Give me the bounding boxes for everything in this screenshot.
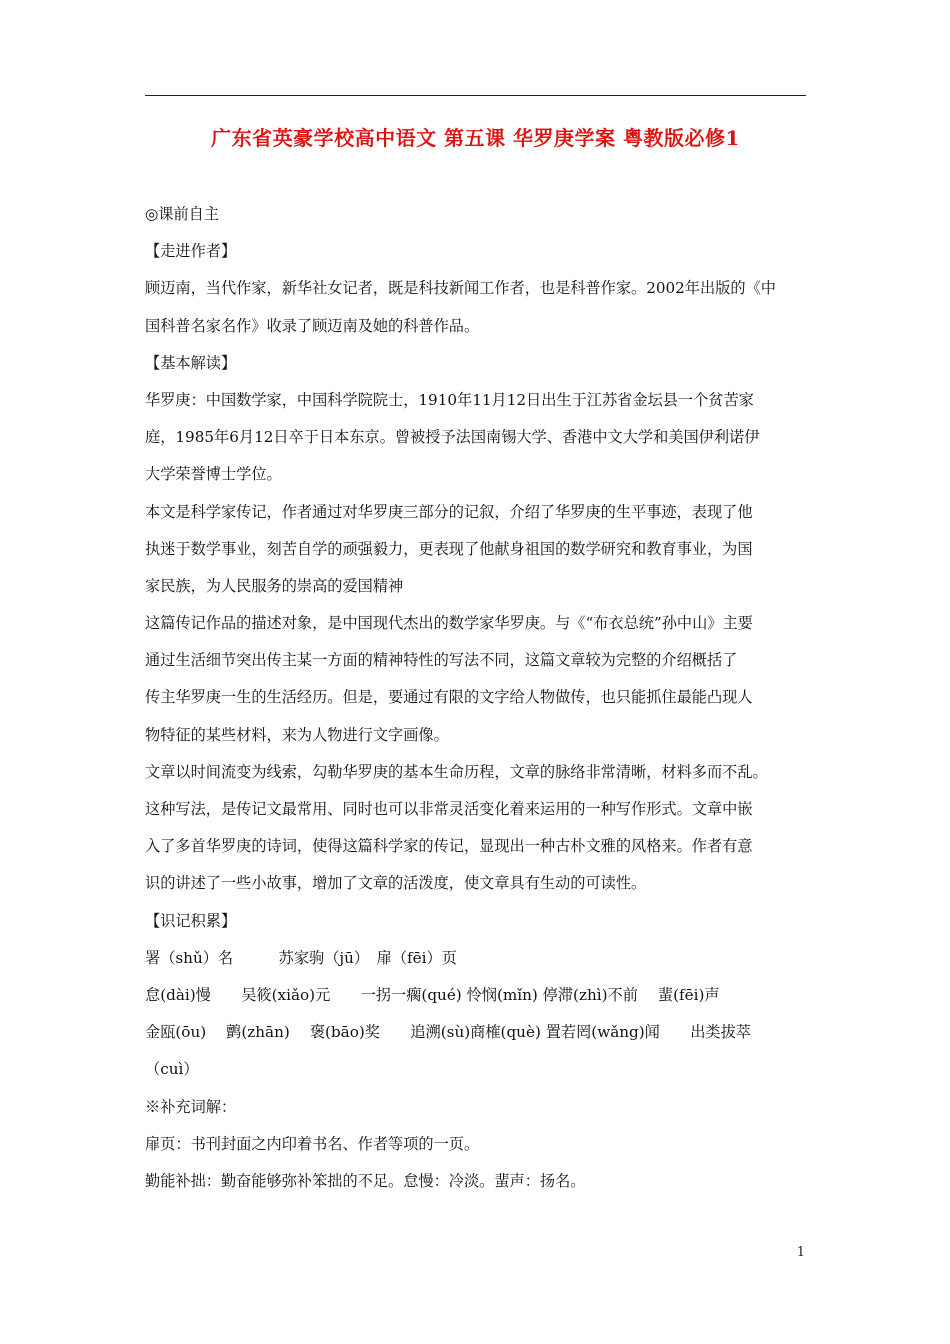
paragraph-line: 文章以时间流变为线索，勾勒华罗庚的基本生命历程，文章的脉络非常清晰，材料多而不乱。 xyxy=(145,762,768,781)
paragraph-line: 国科普名家名作》收录了顾迈南及她的科普作品。 xyxy=(145,316,480,335)
paragraph-line: 这种写法，是传记文最常用、同时也可以非常灵活变化着来运用的一种写作形式。文章中嵌 xyxy=(145,800,753,818)
paragraph-line: 传主华罗庚一生的生活经历。但是，要通过有限的文字给人物做传，也只能抓住最能凸现人 xyxy=(145,688,753,707)
document-body xyxy=(145,196,808,1200)
subsection-heading: 【走进作者】 xyxy=(145,242,237,261)
paragraph-line: 华罗庚：中国数学家，中国科学院院士，1910年11月12日出生于江苏省金坛县一个贫苦家 xyxy=(145,390,754,409)
paragraph-line: 物特征的某些材料，来为人物进行文字画像。 xyxy=(145,725,449,744)
section-heading: ◎课前自主 xyxy=(145,205,220,223)
vocabulary-line: 署（shǔ）名 苏家驹（jū） 扉（fēi）页 xyxy=(145,948,457,967)
paragraph-line: 家民族，为人民服务的崇高的爱国精神 xyxy=(145,576,404,595)
paragraph-line: 执迷于数学事业，刻苦自学的顽强毅力，更表现了他献身祖国的数学研究和教育事业，为国 xyxy=(145,539,753,558)
paragraph-line: 通过生活细节突出传主某一方面的精神特性的写法不同，这篇文章较为完整的介绍概括了 xyxy=(145,651,738,670)
paragraph-line: 这篇传记作品的描述对象，是中国现代杰出的数学家华罗庚。与《“布衣总统”孙中山》主要 xyxy=(145,614,753,633)
paragraph-line: 识的讲述了一些小故事，增加了文章的活泼度，使文章具有生动的可读性。 xyxy=(145,874,647,893)
paragraph-line: 大学荣誉博士学位。 xyxy=(145,465,282,484)
subsection-heading: 【识记积累】 xyxy=(145,911,237,930)
header-rule xyxy=(145,95,806,96)
paragraph-line: 庭，1985年6月12日卒于日本东京。曾被授予法国南锡大学、香港中文大学和美国伊利诺伊 xyxy=(145,428,760,447)
vocabulary-line: 金瓯(ōu) 鹯(zhān) 褒(bāo)奖 追溯(sù)商榷(què) 置若罔(wǎng)闻 出类拔萃 xyxy=(145,1023,751,1042)
definition-line: 扉页：书刊封面之内印着书名、作者等项的一页。 xyxy=(145,1134,480,1153)
paragraph-line: 顾迈南，当代作家，新华社女记者，既是科技新闻工作者，也是科普作家。2002年出版的《中 xyxy=(145,279,776,298)
supplement-heading: ※补充词解： xyxy=(145,1097,237,1116)
vocabulary-line: （cuì） xyxy=(145,1060,199,1079)
page-title: 广东省英豪学校高中语文 第五课 华罗庚学案 粤教版必修1 xyxy=(211,126,740,150)
vocabulary-line: 怠(dài)慢 吴筱(xiǎo)元 一拐一瘸(qué) 怜悯(mǐn) 停滞(zhì)不前 蜚(fēi)声 xyxy=(145,985,720,1004)
definition-line: 勤能补拙：勤奋能够弥补笨拙的不足。怠慢：冷淡。蜚声：扬名。 xyxy=(145,1171,586,1190)
paragraph-line: 入了多首华罗庚的诗词，使得这篇科学家的传记，显现出一种古朴文雅的风格来。作者有意 xyxy=(145,837,753,856)
paragraph-line: 本文是科学家传记，作者通过对华罗庚三部分的记叙，介绍了华罗庚的生平事迹，表现了他 xyxy=(145,502,753,521)
page-number: 1 xyxy=(796,1245,805,1260)
subsection-heading: 【基本解读】 xyxy=(145,353,237,372)
